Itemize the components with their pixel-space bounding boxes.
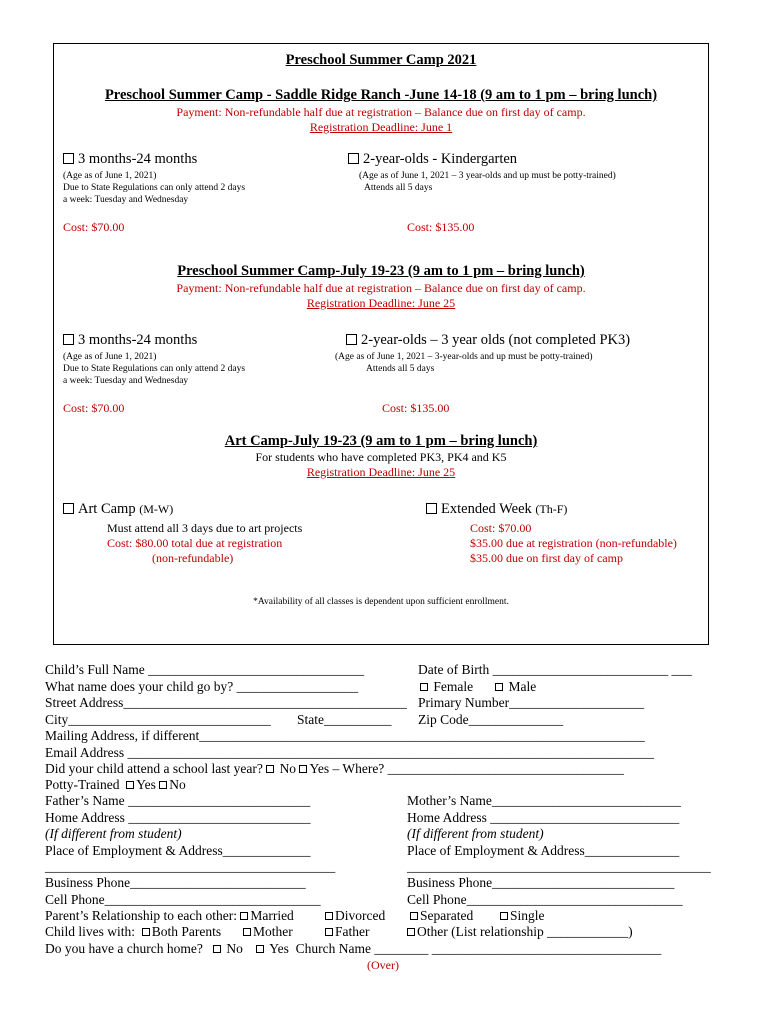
mother-name-field[interactable]: Mother’s Name____________________________ — [407, 793, 681, 808]
checkbox-icon[interactable] — [348, 153, 359, 164]
camp1-opt1-note2: Due to State Regulations can only attend 2 days — [63, 183, 246, 193]
camp1-opt1-note1: (Age as of June 1, 2021) — [63, 171, 157, 181]
camp2-payment: Payment: Non-refundable half due at registration – Balance due on first day of camp. — [176, 281, 586, 295]
divorced-checkbox[interactable] — [325, 912, 333, 920]
street-field[interactable]: Street Address__________________________________________ — [45, 695, 407, 710]
lives-with-label: Child lives with: — [45, 924, 136, 939]
church-yes-checkbox[interactable] — [256, 945, 264, 953]
both-parents-checkbox[interactable] — [142, 928, 150, 936]
church-row — [45, 941, 661, 957]
father-option[interactable] — [325, 924, 370, 940]
father-cell-phone[interactable]: Cell Phone________________________________ — [45, 892, 321, 907]
other-label: Other (List relationship ____________) — [417, 924, 633, 939]
father-address-field[interactable]: Home Address ___________________________ — [45, 810, 311, 825]
camp1-opt2-label: 2-year-olds - Kindergarten — [363, 151, 518, 167]
yes-where-field[interactable]: Yes – Where? ___________________________________ — [309, 761, 624, 776]
potty-yes-label: Yes — [136, 777, 156, 792]
camp1-option2[interactable] — [348, 151, 517, 168]
camp2-opt2-label: 2-year-olds – 3 year olds (not completed PK3) — [361, 332, 631, 348]
married-checkbox[interactable] — [240, 912, 248, 920]
city-field[interactable]: City______________________________ — [45, 712, 271, 727]
camp1-title: Preschool Summer Camp - Saddle Ridge Ranch -June 14-18 (9 am to 1 pm – bring lunch) — [104, 87, 658, 103]
camp2-opt1-note1: (Age as of June 1, 2021) — [63, 352, 157, 362]
child-name-field[interactable]: Child’s Full Name ________________________________ — [45, 662, 365, 677]
camp2-title: Preschool Summer Camp-July 19-23 (9 am to 1 pm – bring lunch) — [177, 263, 585, 279]
art-title: Art Camp-July 19-23 (9 am to 1 pm – bring lunch) — [224, 433, 538, 449]
art-option2[interactable] — [426, 501, 567, 518]
mother-checkbox[interactable] — [243, 928, 251, 936]
father-diff-note: (If different from student) — [45, 826, 182, 841]
checkbox-icon[interactable] — [63, 153, 74, 164]
camp1-opt1-note3: a week: Tuesday and Wednesday — [63, 195, 189, 205]
camp1-opt2-note2: Attends all 5 days — [364, 183, 433, 193]
camp2-opt2-note2: Attends all 5 days — [366, 364, 435, 374]
relationship-label: Parent’s Relationship to each other: — [45, 908, 237, 923]
camp2-option1[interactable] — [63, 332, 197, 349]
art-opt1-label: Art Camp — [78, 501, 136, 517]
camp2-opt2-cost: Cost: $135.00 — [382, 401, 450, 415]
single-checkbox[interactable] — [500, 912, 508, 920]
single-option[interactable] — [500, 908, 545, 924]
camp2-opt1-note3: a week: Tuesday and Wednesday — [63, 376, 189, 386]
camp1-opt1-cost: Cost: $70.00 — [63, 220, 125, 234]
camp1-deadline: Registration Deadline: June 1 — [309, 120, 453, 134]
art-opt1-note2: Cost: $80.00 total due at registration — [107, 536, 283, 550]
mother-diff-note: (If different from student) — [407, 826, 544, 841]
camp2-option2[interactable] — [346, 332, 630, 349]
mother-employment-line2[interactable]: _____________________________________________ — [407, 859, 711, 874]
potty-row — [45, 777, 186, 793]
divorced-option[interactable] — [325, 908, 385, 924]
checkbox-icon[interactable] — [346, 334, 357, 345]
separated-label: Separated — [420, 908, 474, 923]
lives-with-row — [45, 924, 221, 940]
father-name-field[interactable]: Father’s Name ___________________________ — [45, 793, 311, 808]
father-employment-line2[interactable]: ___________________________________________ — [45, 859, 336, 874]
yes-checkbox[interactable] — [299, 765, 307, 773]
father-business-phone[interactable]: Business Phone__________________________ — [45, 875, 306, 890]
camp1-payment: Payment: Non-refundable half due at registration – Balance due on first day of camp. — [176, 105, 586, 119]
camp2-opt1-cost: Cost: $70.00 — [63, 401, 125, 415]
church-name-field[interactable]: Church Name ________ __________________________________ — [295, 941, 662, 956]
art-opt2-note3: $35.00 due on first day of camp — [470, 551, 623, 565]
camp2-deadline: Registration Deadline: June 25 — [306, 296, 456, 310]
mother-option[interactable] — [243, 924, 293, 940]
camp2-opt2-note1: (Age as of June 1, 2021 – 3-year-olds and up must be potty-trained) — [335, 352, 593, 362]
no-label: No — [279, 761, 297, 776]
married-label: Married — [250, 908, 294, 923]
separated-checkbox[interactable] — [410, 912, 418, 920]
mother-cell-phone[interactable]: Cell Phone________________________________ — [407, 892, 683, 907]
church-no-checkbox[interactable] — [213, 945, 221, 953]
camp1-opt2-note1: (Age as of June 1, 2021 – 3 year-olds and up must be potty-trained) — [359, 171, 616, 181]
zip-field[interactable]: Zip Code______________ — [418, 712, 564, 727]
availability-note: *Availability of all classes is dependent upon sufficient enrollment. — [253, 597, 509, 607]
camp1-opt2-cost: Cost: $135.00 — [407, 220, 475, 234]
checkbox-icon[interactable] — [63, 334, 74, 345]
gender-group — [420, 679, 536, 695]
potty-no-label: No — [169, 777, 186, 792]
male-checkbox[interactable] — [495, 683, 503, 691]
camp2-opt1-note2: Due to State Regulations can only attend 2 days — [63, 364, 246, 374]
art-opt1-note1: Must attend all 3 days due to art projects — [107, 521, 303, 535]
church-no-label: No — [226, 941, 243, 956]
camp1-opt1-label: 3 months-24 months — [78, 151, 198, 167]
female-label: Female — [433, 679, 474, 694]
art-opt2-note2: $35.00 due at registration (non-refundable) — [470, 536, 677, 550]
mother-business-phone[interactable]: Business Phone___________________________ — [407, 875, 675, 890]
camp2-opt1-label: 3 months-24 months — [78, 332, 198, 348]
female-checkbox[interactable] — [420, 683, 428, 691]
male-label: Male — [508, 679, 537, 694]
dob-field[interactable]: Date of Birth __________________________ ___ — [418, 662, 692, 677]
church-yes-label: Yes — [269, 941, 289, 956]
art-opt1-days: (M-W) — [139, 502, 174, 516]
checkbox-icon[interactable] — [426, 503, 437, 514]
art-opt1-note3: (non-refundable) — [152, 551, 234, 565]
both-parents-label: Both Parents — [151, 924, 222, 939]
separated-option[interactable] — [410, 908, 473, 924]
art-opt2-days: (Th-F) — [535, 502, 568, 516]
other-checkbox[interactable] — [407, 928, 415, 936]
state-field[interactable]: State__________ — [297, 712, 392, 727]
no-checkbox[interactable] — [266, 765, 274, 773]
father-employment-field[interactable]: Place of Employment & Address_____________ — [45, 843, 311, 858]
potty-no-checkbox[interactable] — [159, 781, 167, 789]
art-option1[interactable] — [63, 501, 173, 518]
art-deadline: Registration Deadline: June 25 — [306, 465, 456, 479]
last-year-question: Did your child attend a school last year? — [45, 761, 263, 776]
checkbox-icon[interactable] — [63, 503, 74, 514]
single-label: Single — [510, 908, 545, 923]
mother-address-field[interactable]: Home Address ____________________________ — [407, 810, 680, 825]
potty-yes-checkbox[interactable] — [126, 781, 134, 789]
last-year-row — [45, 761, 624, 777]
page-title: Preschool Summer Camp 2021 — [285, 52, 477, 68]
potty-label: Potty-Trained — [45, 777, 120, 792]
goby-field[interactable]: What name does your child go by? __________________ — [45, 679, 359, 694]
father-checkbox[interactable] — [325, 928, 333, 936]
church-question: Do you have a church home? — [45, 941, 203, 956]
mailing-field[interactable]: Mailing Address, if different__________________________________________________________________ — [45, 728, 645, 743]
mother-label: Mother — [253, 924, 293, 939]
divorced-label: Divorced — [335, 908, 386, 923]
relationship-row — [45, 908, 294, 924]
art-opt2-label: Extended Week — [441, 501, 532, 517]
over-note: (Over) — [367, 958, 399, 972]
art-subtitle: For students who have completed PK3, PK4 and K5 — [255, 450, 507, 464]
camp1-option1[interactable] — [63, 151, 197, 168]
other-option[interactable] — [407, 924, 633, 940]
mother-employment-field[interactable]: Place of Employment & Address______________ — [407, 843, 680, 858]
primary-number-field[interactable]: Primary Number____________________ — [418, 695, 645, 710]
email-field[interactable]: Email Address ______________________________________________________________________________ — [45, 745, 654, 760]
father-label: Father — [335, 924, 370, 939]
art-opt2-note1: Cost: $70.00 — [470, 521, 532, 535]
